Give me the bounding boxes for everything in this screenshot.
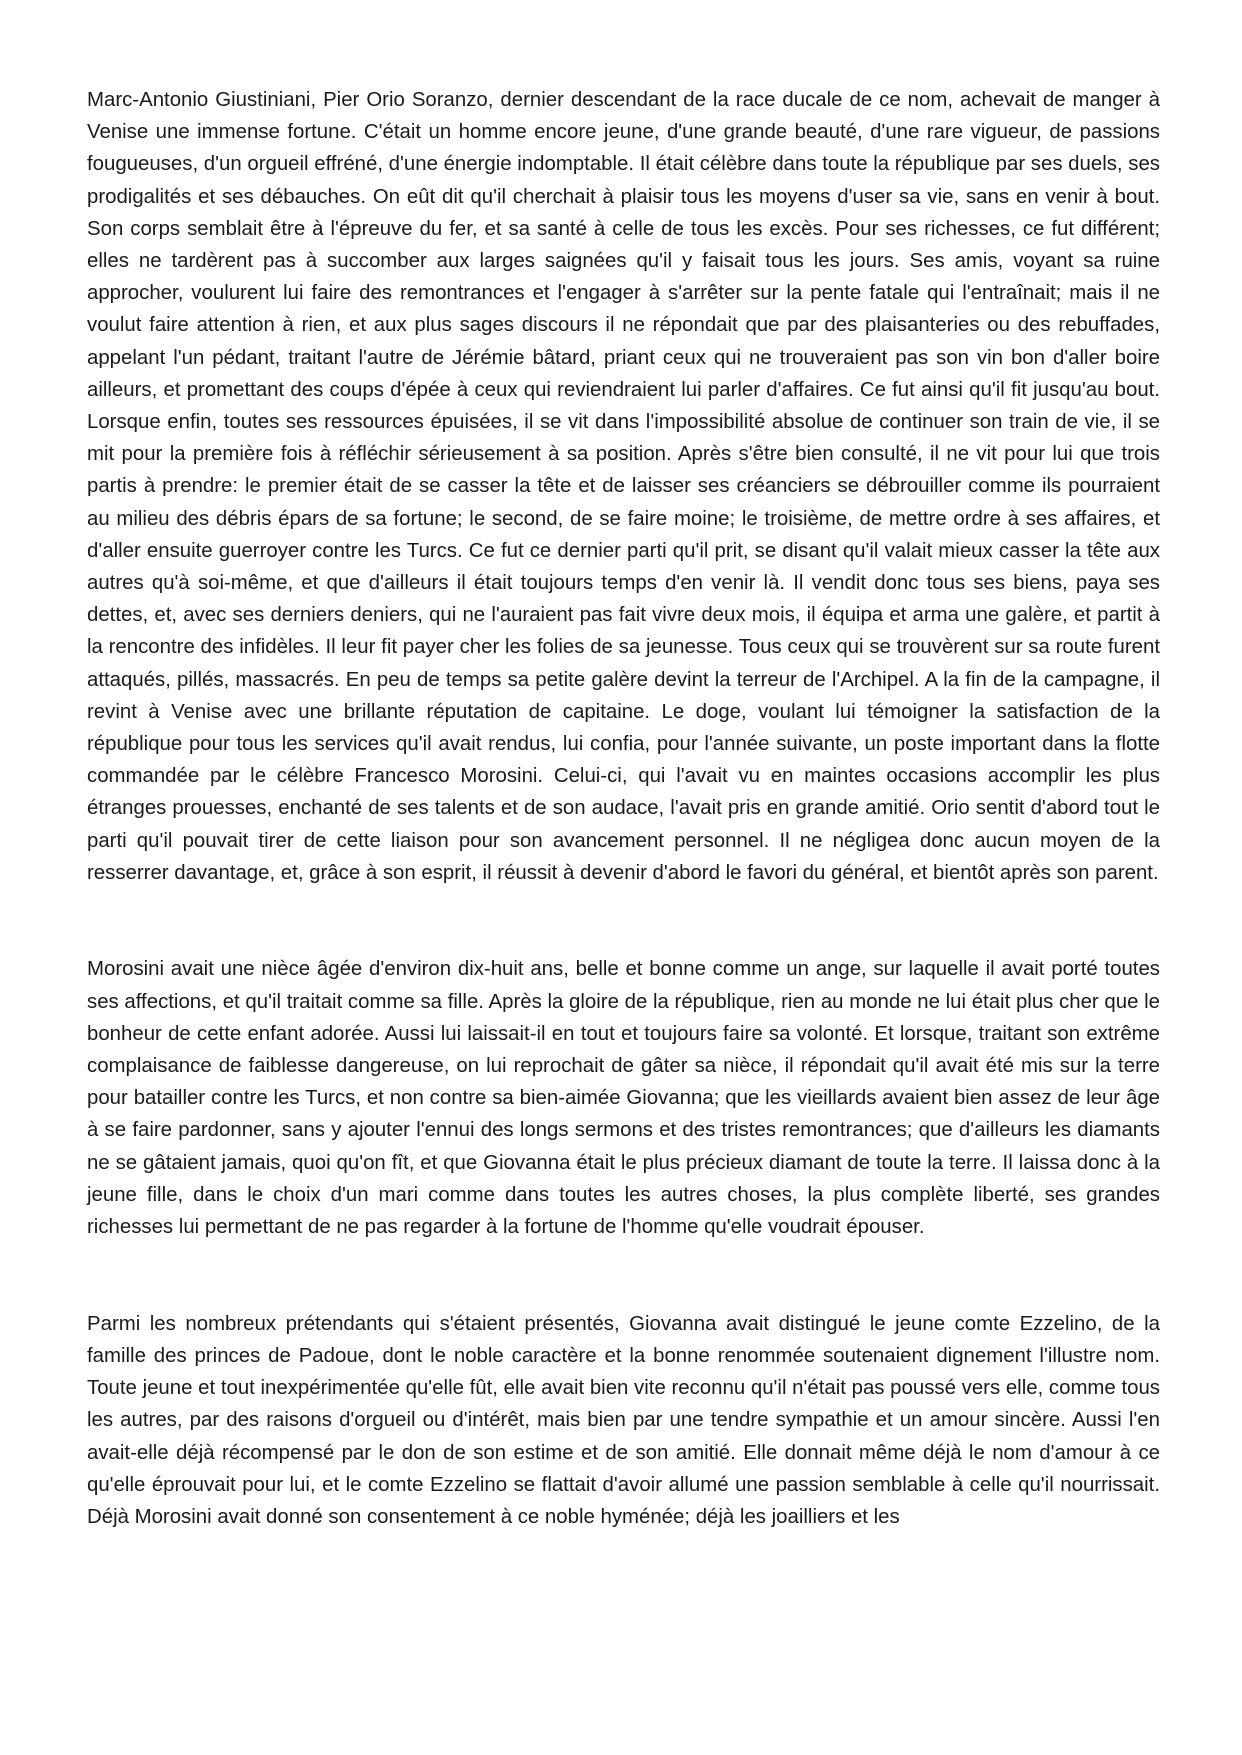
paragraph-1: Marc-Antonio Giustiniani, Pier Orio Soranzo, dernier descendant de la race ducale de ce nom, achevait de manger à Venise une immense fortune. C'était un homme encore jeune, d'une grande beauté, d'une rare vigueur, de passions fougueuses, d'un orgueil effréné, d'une énergie indomptable. Il était célèbre dans toute la république par ses duels, ses prodigalités et ses débauches. On eût dit qu'il cherchait à plaisir tous les moyens d'user sa vie, sans en venir à bout. Son corps semblait être à l'épreuve du fer, et sa santé à celle de tous les excès. Pour ses richesses, ce fut différent; elles ne tardèrent pas à succomber aux larges saignées qu'il y faisait tous les jours. Ses amis, voyant sa ruine approcher, voulurent lui faire des remontrances et l'engager à s'arrêter sur la pente fatale qui l'entraînait; mais il ne voulut faire attention à rien, et aux plus sages discours il ne répondait que par des plaisanteries ou des rebuffades, appelant l'un pédant, traitant l'autre de Jérémie bâtard, priant ceux qui ne trouveraient pas son vin bon d'aller boire ailleurs, et promettant des coups d'épée à ceux qui reviendraient lui parler d'affaires. Ce fut ainsi qu'il fit jusqu'au bout. Lorsque enfin, toutes ses ressources épuisées, il se vit dans l'impossibilité absolue de continuer son train de vie, il se mit pour la première fois à réfléchir sérieusement à sa position. Après s'être bien consulté, il ne vit pour lui que trois partis à prendre: le premier était de se casser la tête et de laisser ses créanciers se débrouiller comme ils pourraient au milieu des débris épars de sa fortune; le second, de se faire moine; le troisième, de mettre ordre à ses affaires, et d'aller ensuite guerroyer contre les Turcs. Ce fut ce dernier parti qu'il prit, se disant qu'il valait mieux casser la tête aux autres qu'à soi-même, et que d'ailleurs il était toujours temps d'en venir là. Il vendit donc tous ses biens, paya ses dettes, et, avec ses derniers deniers, qui ne l'auraient pas fait vivre deux mois, il équipa et arma une galère, et partit à la rencontre des infidèles. Il leur fit payer cher les folies de sa jeunesse. Tous ceux qui se trouvèrent sur sa route furent attaqués, pillés, massacrés. En peu de temps sa petite galère devint la terreur de l'Archipel. A la fin de la campagne, il revint à Venise avec une brillante réputation de capitaine. Le doge, voulant lui témoigner la satisfaction de la république pour tous les services qu'il avait rendus, lui confia, pour l'année suivante, un poste important dans la flotte commandée par le célèbre Francesco Morosini. Celui-ci, qui l'avait vu en maintes occasions accomplir les plus étranges prouesses, enchanté de ses talents et de son audace, l'avait pris en grande amitié. Orio sentit d'abord tout le parti qu'il pouvait tirer de cette liaison pour son avancement personnel. Il ne négligea donc aucun moyen de la resserrer davantage, et, grâce à son esprit, il réussit à devenir d'abord le favori du général, et bientôt après son parent.	[87, 89, 1160, 884]
paragraph-2: Morosini avait une nièce âgée d'environ dix-huit ans, belle et bonne comme un ange, sur laquelle il avait porté toutes ses affections, et qu'il traitait comme sa fille. Après la gloire de la république, rien au monde ne lui était plus cher que le bonheur de cette enfant adorée. Aussi lui laissait-il en tout et toujours faire sa volonté. Et lorsque, traitant son extrême complaisance de faiblesse dangereuse, on lui reprochait de gâter sa nièce, il répondait qu'il avait été mis sur la terre pour batailler contre les Turcs, et non contre sa bien-aimée Giovanna; que les vieillards avaient bien assez de leur âge à se faire pardonner, sans y ajouter l'ennui des longs sermons et des tristes remontrances; que d'ailleurs les diamants ne se gâtaient jamais, quoi qu'on fît, et que Giovanna était le plus précieux diamant de toute la terre. Il laissa donc à la jeune fille, dans le choix d'un mari comme dans toutes les autres choses, la plus complète liberté, ses grandes richesses lui permettant de ne pas regarder à la fortune de l'homme qu'elle voudrait épouser.	[87, 958, 1160, 1239]
paragraph-3: Parmi les nombreux prétendants qui s'étaient présentés, Giovanna avait distingué le jeune comte Ezzelino, de la famille des princes de Padoue, dont le noble caractère et la bonne renommée soutenaient dignement l'illustre nom. Toute jeune et tout inexpérimentée qu'elle fût, elle avait bien vite reconnu qu'il n'était pas poussé vers elle, comme tous les autres, par des raisons d'orgueil ou d'intérêt, mais bien par une tendre sympathie et un amour sincère. Aussi l'en avait-elle déjà récompensé par le don de son estime et de son amitié. Elle donnait même déjà le nom d'amour à ce qu'elle éprouvait pour lui, et le comte Ezzelino se flattait d'avoir allumé une passion semblable à celle qu'il nourrissait. Déjà Morosini avait donné son consentement à ce noble hyménée; déjà les joailliers et les	[87, 1312, 1160, 1528]
document-page	[87, 84, 1160, 1533]
